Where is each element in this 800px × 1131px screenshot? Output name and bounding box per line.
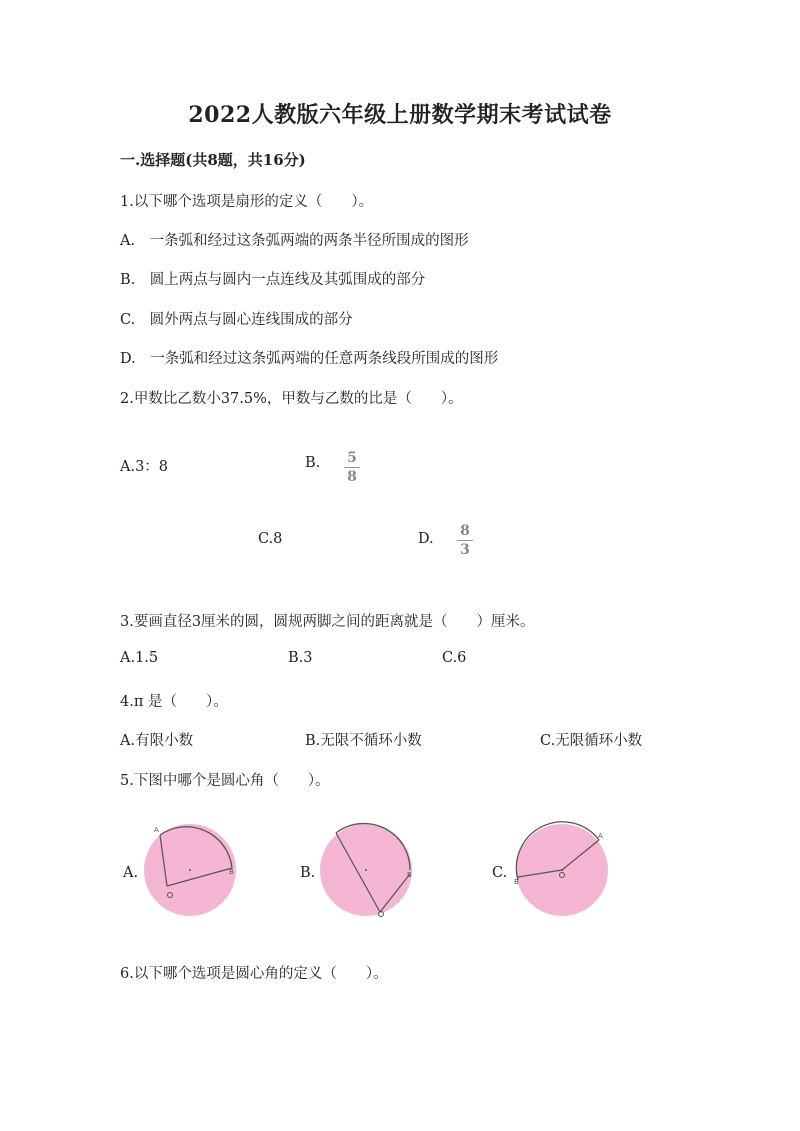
- question-1-option-c: C. 圆外两点与圆心连线围成的部分: [120, 312, 353, 328]
- question-1-option-a: A. 一条弧和经过这条弧两端的两条半径所围成的图形: [120, 233, 469, 249]
- figure-a-label-a: A: [154, 826, 159, 834]
- figure-b-label-b: B: [407, 871, 412, 879]
- question-2-option-c: C.8: [258, 531, 283, 547]
- question-1-stem: 1.以下哪个选项是扇形的定义（ ）。: [120, 194, 374, 210]
- question-2-option-b-fraction: [344, 450, 360, 485]
- question-3-option-c: C.6: [442, 650, 467, 666]
- fraction-denominator: 3: [460, 542, 470, 558]
- fraction-numerator: 8: [460, 523, 470, 539]
- question-4-option-b: B.无限不循环小数: [305, 733, 422, 749]
- question-4-stem: 4.π 是（ ）。: [120, 694, 228, 710]
- question-5-figure-b: [318, 822, 423, 927]
- question-3-stem: 3.要画直径3厘米的圆，圆规两脚之间的距离就是（ ）厘米。: [120, 614, 535, 630]
- figure-a-center-dot: [189, 869, 191, 871]
- question-2-option-a: A.3：8: [120, 459, 169, 475]
- figure-b-center-dot: [365, 869, 367, 871]
- question-1-option-d: D. 一条弧和经过这条弧两端的任意两条线段所围成的图形: [120, 351, 499, 367]
- figure-c-label-a: A: [598, 832, 603, 840]
- question-3-option-a: A.1.5: [120, 650, 159, 666]
- question-5-stem: 5.下图中哪个是圆心角（ ）。: [120, 773, 330, 789]
- question-5-option-b-label: B.: [300, 865, 316, 881]
- question-2-option-d-fraction: [457, 523, 473, 558]
- question-6-stem: 6.以下哪个选项是圆心角的定义（ ）。: [120, 966, 388, 982]
- question-4-option-c: C.无限循环小数: [540, 733, 643, 749]
- fraction-denominator: 8: [347, 469, 357, 485]
- question-2-option-d-label: D.: [418, 531, 434, 547]
- question-1-option-b: B. 圆上两点与圆内一点连线及其弧围成的部分: [120, 272, 426, 288]
- figure-c-center-dot: [561, 869, 563, 871]
- figure-a-label-b: B: [229, 868, 234, 876]
- fraction-bar: [344, 467, 360, 468]
- question-5-option-a-label: A.: [123, 865, 139, 881]
- question-5-option-c-label: C.: [492, 865, 508, 881]
- fraction-numerator: 5: [347, 450, 357, 466]
- fraction-bar: [457, 540, 473, 541]
- question-3-option-b: B.3: [288, 650, 313, 666]
- page-title: 2022人教版六年级上册数学期末考试试卷: [188, 102, 612, 128]
- question-5-figure-a: [140, 820, 245, 925]
- figure-c-label-b: B: [514, 878, 519, 886]
- section-heading: 一.选择题(共8题，共16分): [120, 151, 306, 169]
- question-2-option-b-label: B.: [305, 455, 321, 471]
- question-5-figure-c: [512, 820, 617, 925]
- question-2-stem: 2.甲数比乙数小37.5%，甲数与乙数的比是（ ）。: [120, 391, 463, 407]
- question-4-option-a: A.有限小数: [120, 733, 194, 749]
